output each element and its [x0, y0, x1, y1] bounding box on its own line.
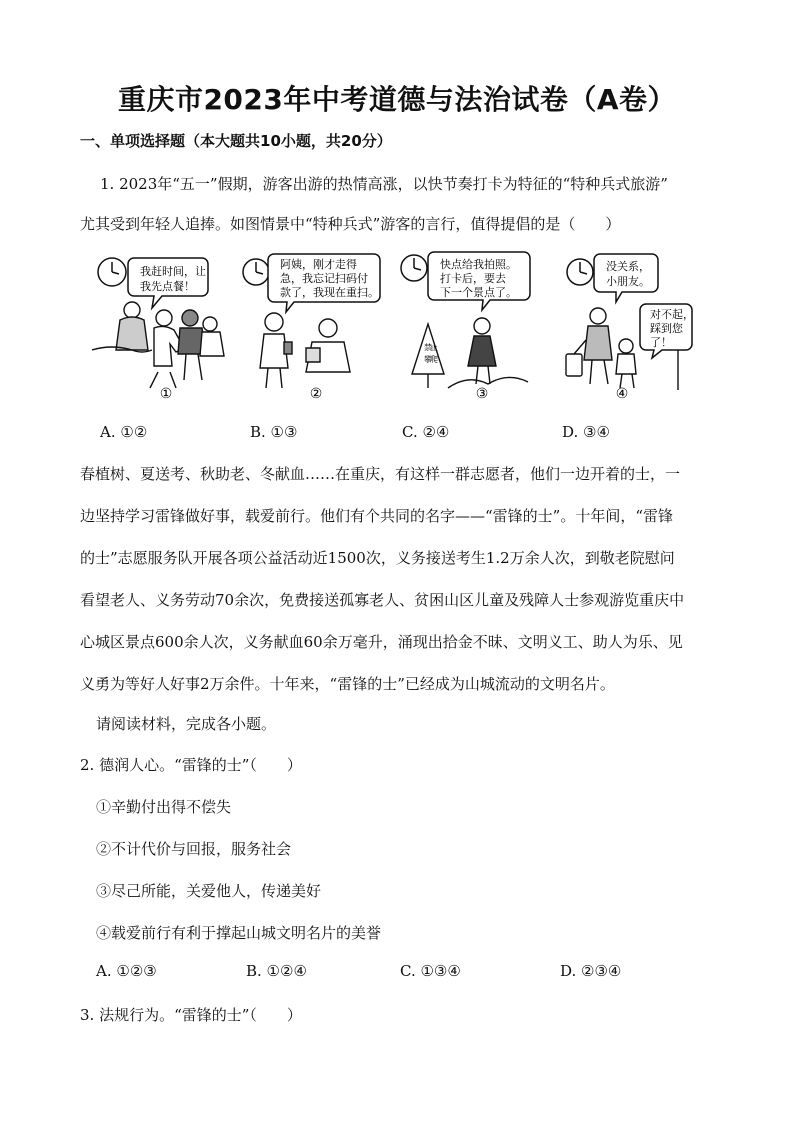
q1-option-c[interactable]: C. ②④: [402, 423, 450, 441]
passage-line-2: 边坚持学习雷锋做好事，载爱前行。他们有个共同的名字——“雷锋的士”。十年间，“雷锋: [80, 507, 674, 525]
q1-option-b[interactable]: B. ①③: [250, 423, 298, 441]
panel1-bubble-line1: 我赶时间，让: [140, 265, 206, 278]
q1-illustration-panel-3: [398, 250, 558, 400]
scan-payment-illustration: [240, 250, 400, 400]
climbing-sign-illustration: [398, 250, 558, 400]
passage-line-3: 的士”志愿服务队开展各项公益活动近1500次，义务接送考生1.2万余人次，到敬老院慰问: [80, 549, 675, 567]
passage-line-4: 看望老人、义务劳动70余次，免费接送孤寡老人、贫困山区儿童及残障人士参观游览重庆中: [80, 591, 685, 609]
q2-option-c[interactable]: C. ①③④: [400, 962, 461, 980]
passage-instruction: 请阅读材料，完成各小题。: [96, 715, 277, 733]
q1-option-a[interactable]: A. ①②: [100, 423, 148, 441]
passage-line-5: 心城区景点600余人次，义务献血60余万毫升，涌现出拾金不昧、文明义工、助人为乐、见: [80, 633, 683, 651]
panel4-number: ④: [615, 386, 629, 400]
panel4-bubble-line1: 没关系，: [606, 260, 650, 273]
clock-icon: [567, 259, 593, 285]
apology-illustration: [550, 250, 710, 400]
q2-option-a[interactable]: A. ①②③: [96, 962, 157, 980]
panel4-bubble-line2: 小朋友。: [606, 275, 650, 288]
panel3-number: ③: [475, 386, 489, 400]
warning-sign-char-1: 禁: [424, 343, 432, 352]
panel2-bubble-line1: 阿姨，刚才走得: [280, 258, 357, 271]
q1-illustration-panel-4: [550, 250, 710, 400]
q2-statement-4: ④载爱前行有利于撑起山城文明名片的美誉: [96, 924, 382, 942]
q2-option-d[interactable]: D. ②③④: [560, 962, 622, 980]
panel3-bubble-line1: 快点给我拍照。: [440, 258, 517, 271]
clock-icon: [98, 258, 126, 286]
clock-icon: [243, 259, 269, 285]
warning-sign-char-4: 爬: [430, 355, 438, 364]
panel2-bubble-line3: 款了，我现在重扫。: [280, 286, 379, 299]
q2-statement-2: ②不计代价与回报，服务社会: [96, 840, 292, 858]
panel4-bubble2-line3: 了！: [650, 336, 672, 349]
q1-stem-line2: 尤其受到年轻人追捧。如图情景中“特种兵式”游客的言行，值得提倡的是（ ）: [80, 215, 621, 233]
q2-statement-3: ③尽己所能，关爱他人，传递美好: [96, 882, 322, 900]
passage-line-6: 义勇为等好人好事2万余件。十年来，“雷锋的士”已经成为山城流动的文明名片。: [80, 675, 615, 693]
warning-sign-char-2: 止: [430, 343, 438, 352]
q3-stem: 3. 法规行为。“雷锋的士”（ ）: [80, 1006, 302, 1024]
panel3-bubble-line2: 打卡后，要去: [440, 272, 506, 285]
passage-line-1: 春植树、夏送考、秋助老、冬献血……在重庆，有这样一群志愿者，他们一边开着的士，一: [80, 465, 681, 483]
panel2-bubble-line2: 急，我忘记扫码付: [280, 272, 368, 285]
q1-illustration-panel-2: [240, 250, 400, 400]
panel1-number: ①: [159, 386, 173, 400]
page-title: 重庆市2023年中考道德与法治试卷（A卷）: [117, 83, 677, 116]
restaurant-queue-illustration: [92, 250, 252, 400]
panel4-bubble2-line1: 对不起，: [650, 308, 694, 321]
q1-option-d[interactable]: D. ③④: [562, 423, 610, 441]
panel1-bubble-line2: 我先点餐！: [140, 280, 195, 293]
panel4-bubble2-line2: 踩到您: [650, 322, 683, 335]
q1-stem-line1: 1. 2023年“五一”假期，游客出游的热情高涨，以快节奏打卡为特征的“特种兵式旅游”: [100, 175, 668, 193]
warning-sign-char-3: 攀: [424, 355, 432, 364]
panel2-number: ②: [309, 386, 323, 400]
panel3-bubble-line3: 下一个景点了。: [440, 286, 517, 299]
q2-stem: 2. 德润人心。“雷锋的士”（ ）: [80, 756, 302, 774]
q2-option-b[interactable]: B. ①②④: [246, 962, 307, 980]
q1-illustration-panel-1: [92, 250, 252, 400]
q2-statement-1: ①辛勤付出得不偿失: [96, 798, 232, 816]
clock-icon: [401, 255, 427, 281]
section-header: 一、单项选择题（本大题共10小题，共20分）: [80, 132, 392, 150]
